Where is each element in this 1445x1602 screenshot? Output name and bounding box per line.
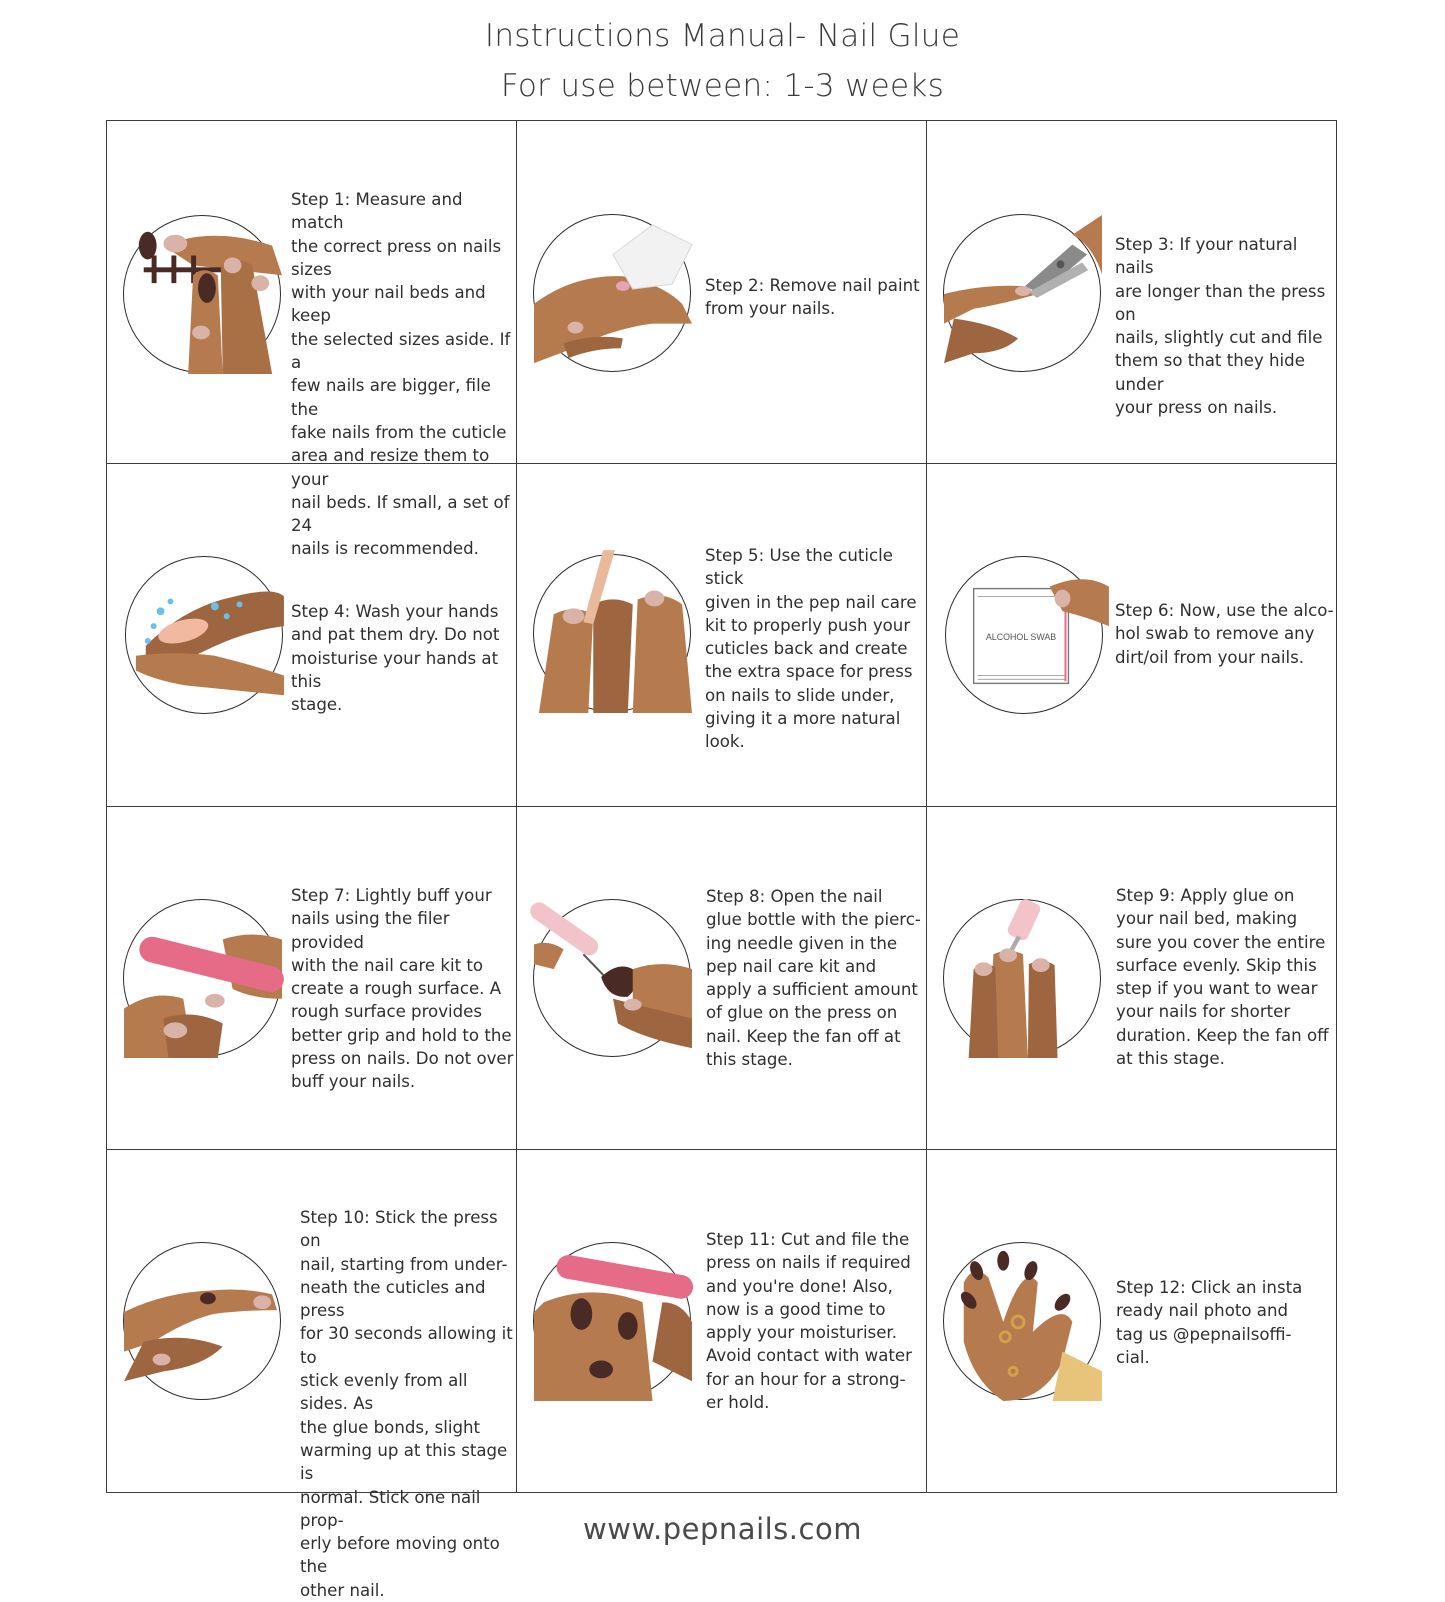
step-10-text: Step 10: Stick the press on nail, starting from under- neath the cuticles and press for 30 seconds allowing it to stick evenly from all sides. As the glue bonds, slight warming up at this stage is normal. Stick one nail prop- erly before moving onto the other nail. [300,1208,513,1600]
step-7-text: Step 7: Lightly buff your nails using the filer provided with the nail care kit to create a rough surface. A rough surface provides better grip and hold to the press on nails. Do not over buff your nails. [291,886,514,1092]
step-11-text: Step 11: Cut and file the press on nails if required and you're done! Also, now is a good time to apply your moisturiser. Avoid contact with water for an hour for a strong- er hold. [706,1230,912,1413]
step-3-text: Step 3: If your natural nails are longer than the press on nails, slightly cut and file them so that they hide under your press on nails. [1115,235,1326,418]
step-5-text: Step 5: Use the cuticle stick given in the pep nail care kit to properly push your cuticles back and create the extra space for press on nails to slide under, giving it a more natural look. [705,546,917,752]
page-subtitle: For use between: 1-3 weeks [500,68,945,104]
step-cell-9 [927,807,1336,1150]
step-cell-10 [107,1150,517,1600]
step-cell-12 [927,1150,1336,1492]
file-nails-icon [533,1242,691,1400]
nail-buffer-icon [123,899,281,1057]
glue-apply-icon [943,899,1101,1057]
step-cell-3 [927,121,1336,464]
step-4-text: Step 4: Wash your hands and pat them dry. Do not moisturise your hands at this stage. [291,602,500,715]
nail-clipper-icon [943,214,1101,372]
step-cell-11 [517,1150,927,1492]
step-cell-7 [107,807,517,1150]
footer-url: www.pepnails.com [583,1512,862,1546]
cuticle-stick-icon [533,554,691,712]
step-cell-5 [517,464,927,807]
step-cell-2 [517,121,927,464]
step-9-text: Step 9: Apply glue on your nail bed, making sure you cover the entire surface evenly. Skip this step if you want to wear your nails for shorter duration. Keep the fan off at this stage. [1116,886,1329,1069]
step-cell-1 [107,121,517,559]
svg-text:ALCOHOL SWAB: ALCOHOL SWAB [985,631,1057,642]
finished-hand-icon [943,1242,1101,1400]
step-6-text: Step 6: Now, use the alco- hol swab to remove any dirt/oil from your nails. [1115,601,1334,667]
step-cell-6 [927,464,1336,807]
page-title: Instructions Manual- Nail Glue [484,18,961,54]
cotton-pad-icon [533,214,691,372]
step-8-text: Step 8: Open the nail glue bottle with the pierc- ing needle given in the pep nail care kit and apply a sufficient amount of glue on the press on nail. Keep the fan off at this stage. [706,887,921,1070]
alcohol-swab-icon [945,556,1103,714]
step-cell-8 [517,807,927,1150]
step-1-text: Step 1: Measure and match the correct press on nails sizes with your nail beds and keep the selected sizes aside. If a few nails are bigger, file the fake nails from the cuticle area and resize them to your nail beds. If small, a set of 24 nails is recommended. [291,190,511,559]
glue-bottle-icon [533,899,691,1057]
step-12-text: Step 12: Click an insta ready nail photo and tag us @pepnailsoffi- cial. [1116,1278,1303,1367]
step-2-text: Step 2: Remove nail paint from your nails. [705,276,920,319]
step-cell-4 [107,464,517,807]
nail-sizing-icon [123,215,281,373]
press-nail-icon [123,1242,281,1400]
soap-icon [125,556,283,714]
